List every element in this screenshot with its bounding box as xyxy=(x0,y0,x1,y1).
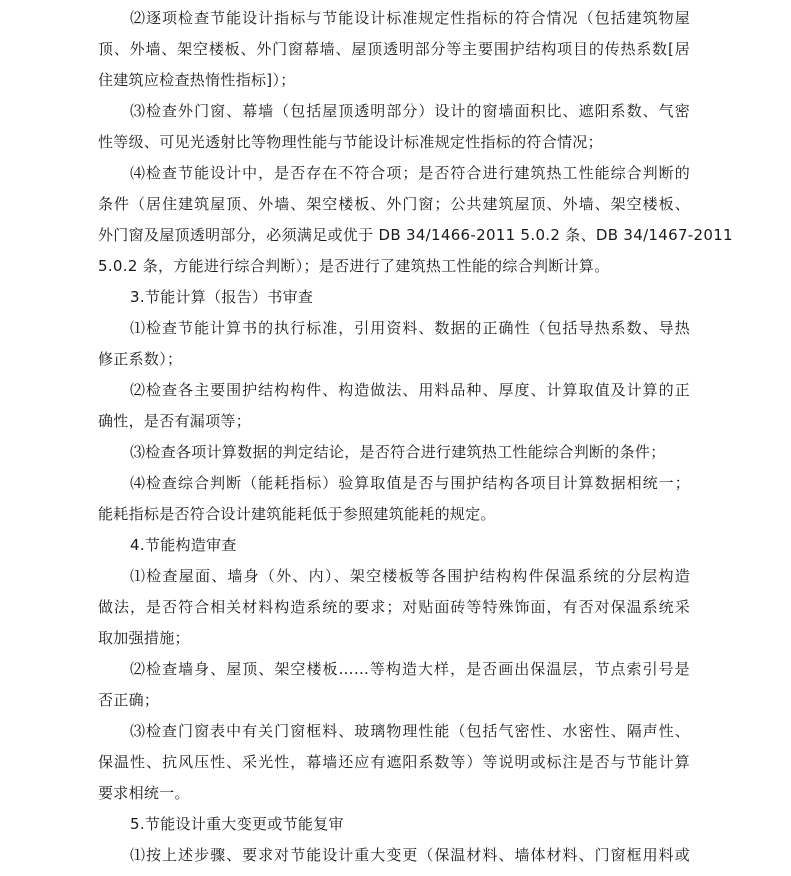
paragraph xyxy=(98,437,690,468)
text-line: ⑷检查节能设计中，是否存在不符合项；是否符合进行建筑热工性能综合判断的 xyxy=(130,164,690,182)
text-line: 做法，是否符合相关材料构造系统的要求；对贴面砖等特殊饰面，有否对保温系统采 xyxy=(98,598,690,616)
text-line: ⑴检查节能计算书的执行标准，引用资料、数据的正确性（包括导热系数、导热 xyxy=(130,319,690,337)
section-heading-text: 4.节能构造审查 xyxy=(130,536,237,554)
paragraph xyxy=(98,561,690,654)
text-line: 5.0.2 条，方能进行综合判断）；是否进行了建筑热工性能的综合判断计算。 xyxy=(98,257,610,275)
text-line: 否正确； xyxy=(98,691,160,709)
section-heading-text: 3.节能计算（报告）书审查 xyxy=(130,288,314,306)
section-heading xyxy=(98,282,690,313)
text-line: 住建筑应检查热惰性指标]）； xyxy=(98,71,296,89)
text-line: 顶、外墙、架空楼板、外门窗幕墙、屋顶透明部分等主要围护结构项目的传热系数[居 xyxy=(98,40,690,58)
text-line: 性等级、可见光透射比等物理性能与节能设计标准规定性指标的符合情况； xyxy=(98,133,603,151)
text-line: ⑴按上述步骤、要求对节能设计重大变更（保温材料、墙体材料、门窗框用料或 xyxy=(130,846,690,864)
section-heading-text: 5.节能设计重大变更或节能复审 xyxy=(130,815,344,833)
text-line: ⑵检查各主要围护结构构件、构造做法、用料品种、厚度、计算取值及计算的正 xyxy=(130,381,690,399)
section-heading xyxy=(98,809,690,840)
text-line: 外门窗及屋顶透明部分，必须满足或优于 DB 34/1466-2011 5.0.2 条、DB 34/1467-2011 xyxy=(98,226,733,244)
paragraph xyxy=(98,840,690,871)
text-line: 保温性、抗风压性、采光性，幕墙还应有遮阳系数等）等说明或标注是否与节能计算 xyxy=(98,753,690,771)
text-line: 取加强措施； xyxy=(98,629,190,647)
paragraph xyxy=(98,716,690,809)
text-line: 要求相统一。 xyxy=(98,784,190,802)
paragraph xyxy=(98,3,690,96)
paragraph xyxy=(98,313,690,375)
text-line: 条件（居住建筑屋顶、外墙、架空楼板、外门窗；公共建筑屋顶、外墙、架空楼板、 xyxy=(98,195,690,213)
paragraph xyxy=(98,158,733,282)
text-line: ⑶检查各项计算数据的判定结论，是否符合进行建筑热工性能综合判断的条件； xyxy=(130,443,666,461)
text-line: 能耗指标是否符合设计建筑能耗低于参照建筑能耗的规定。 xyxy=(98,505,496,523)
text-line: 修正系数）； xyxy=(98,350,183,368)
section-heading xyxy=(98,530,690,561)
paragraph xyxy=(98,654,690,716)
text-line: 确性，是否有漏项等； xyxy=(98,412,252,430)
paragraph xyxy=(98,375,690,437)
text-line: ⑵逐项检查节能设计指标与节能设计标准规定性指标的符合情况（包括建筑物屋 xyxy=(130,9,690,27)
text-line: ⑶检查门窗表中有关门窗框料、玻璃物理性能（包括气密性、水密性、隔声性、 xyxy=(130,722,690,740)
text-line: ⑷检查综合判断（能耗指标）验算取值是否与围护结构各项目计算数据相统一； xyxy=(130,474,690,492)
text-line: ⑵检查墙身、屋顶、架空楼板……等构造大样，是否画出保温层，节点索引号是 xyxy=(130,660,690,678)
text-line: ⑶检查外门窗、幕墙（包括屋顶透明部分）设计的窗墙面积比、遮阳系数、气密 xyxy=(130,102,690,120)
paragraph xyxy=(98,468,690,530)
paragraph xyxy=(98,96,690,158)
text-line: ⑴检查屋面、墙身（外、内）、架空楼板等各围护结构构件保温系统的分层构造 xyxy=(130,567,690,585)
